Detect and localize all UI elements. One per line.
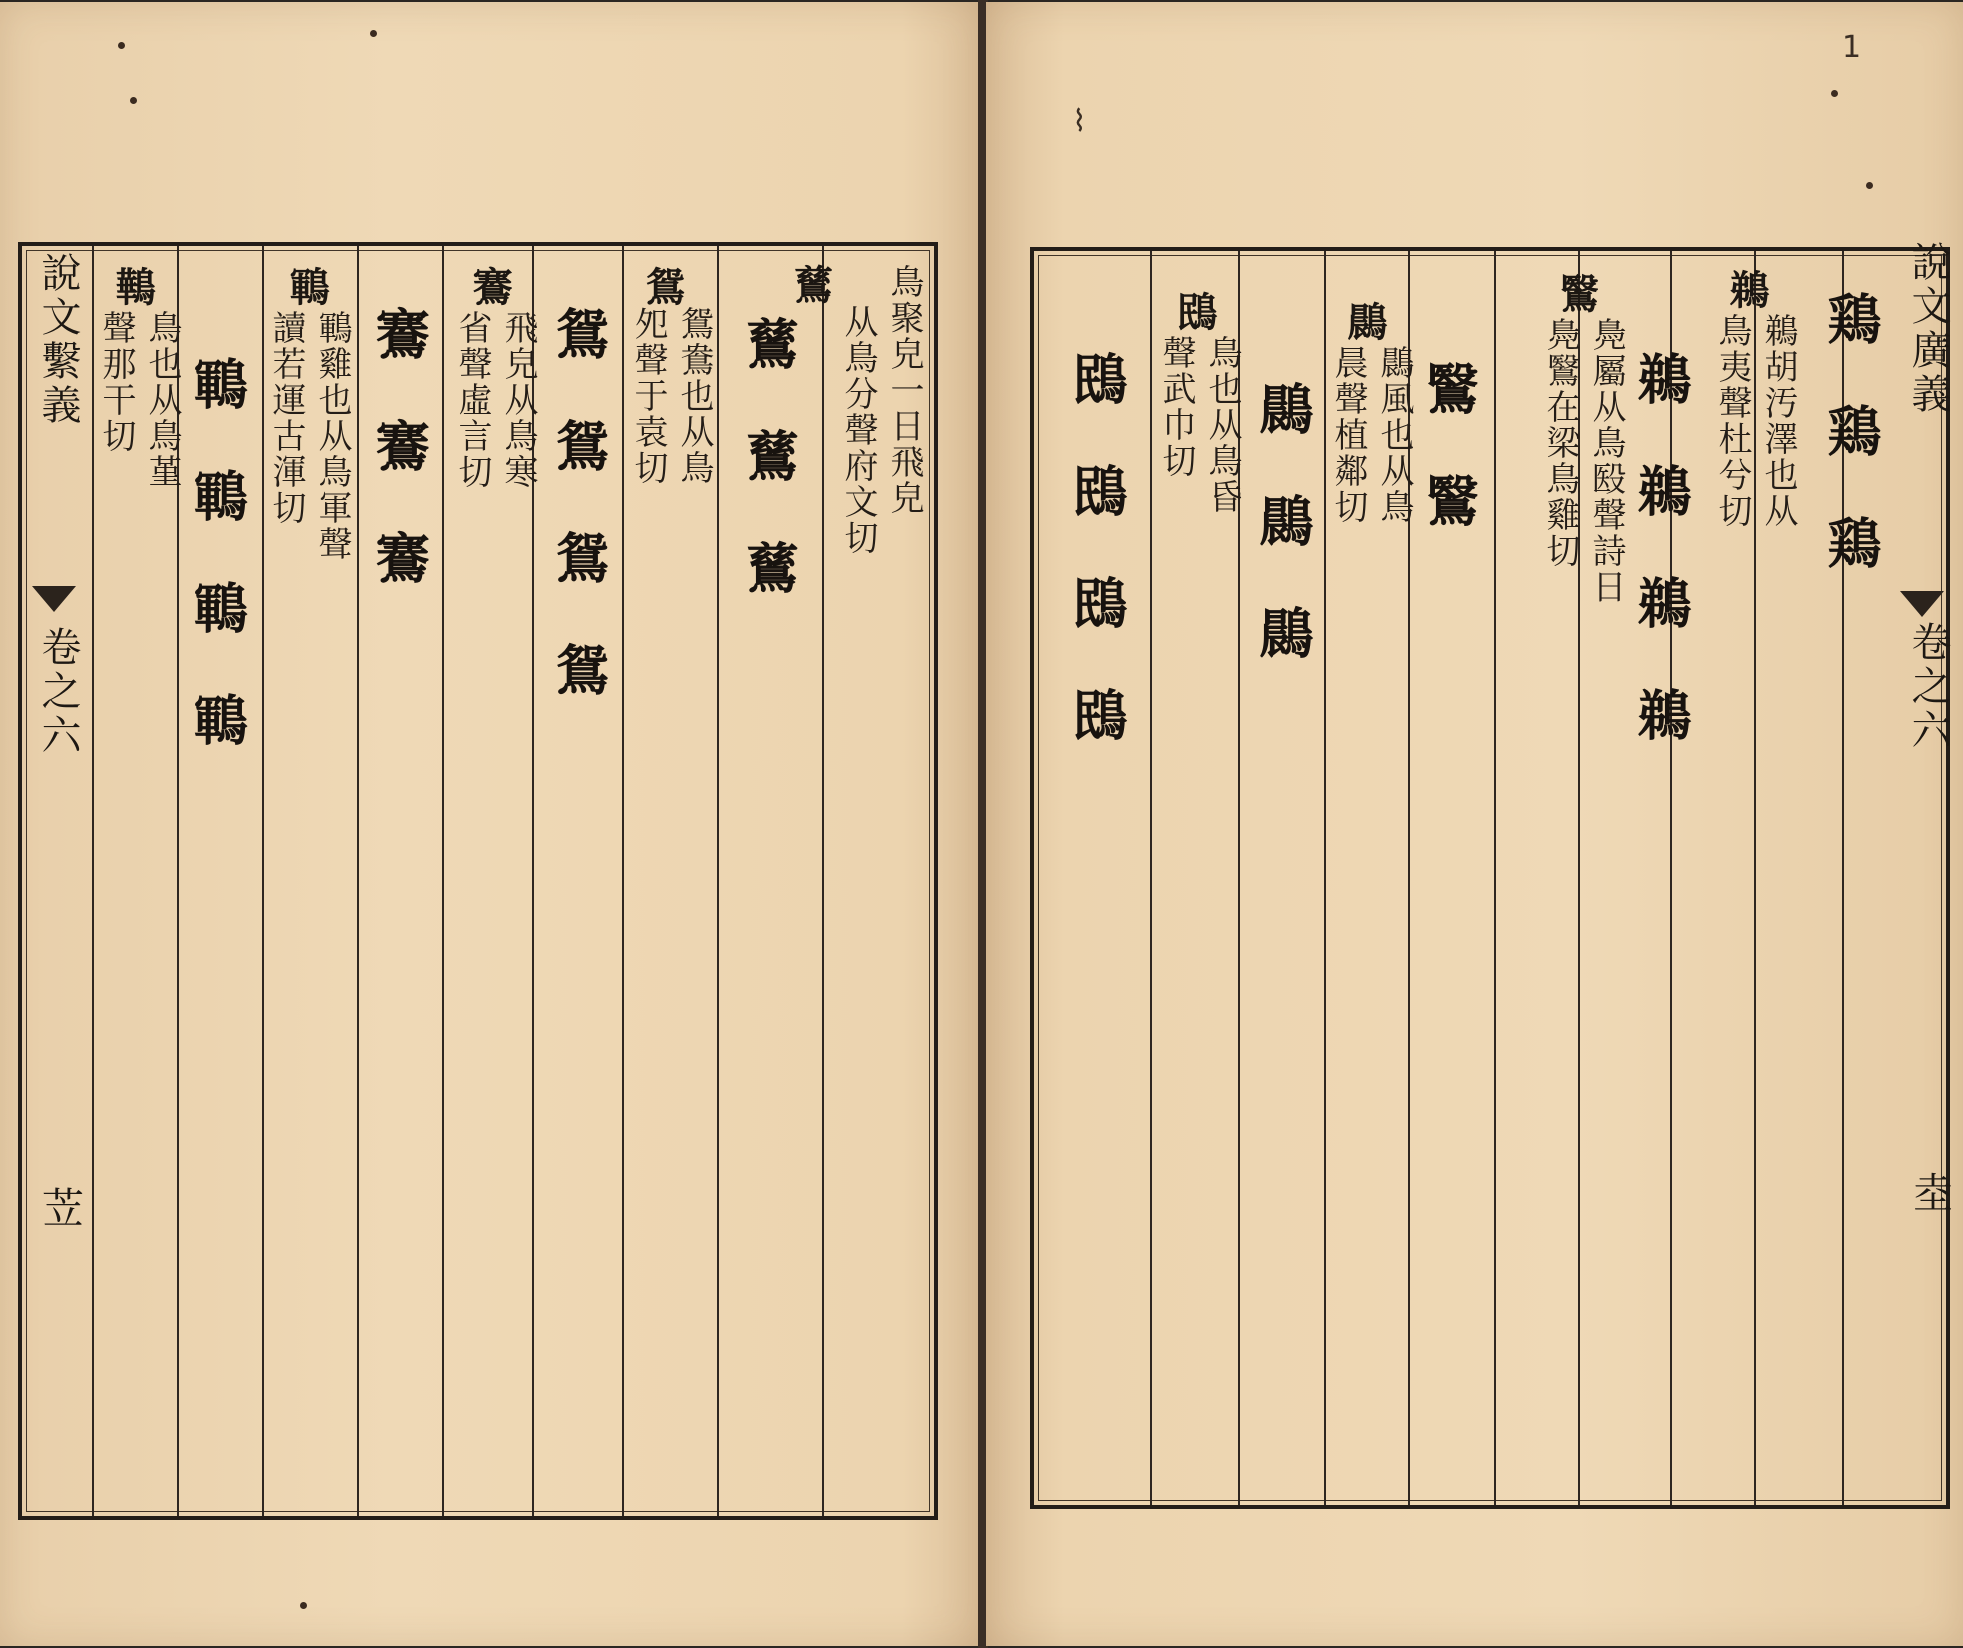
headword: 鶿 [787,264,834,304]
folio-number: 苙 [36,1186,85,1228]
note-line: 鳥夷聲杜兮切 [1712,313,1752,529]
col-rule [1150,251,1152,1505]
note-line: 鳧屬从鳥殹聲詩日 [1586,317,1626,605]
seal-forms: 鴛鴛鴛鴛 [547,306,611,754]
entry-notes [628,306,714,486]
seal-forms: 鴖鴖鴖鴖 [1065,351,1129,799]
seal-forms: 鷐鷐鷐 [1251,381,1315,717]
col-rule [1324,251,1326,1505]
headword: 鷖 [1553,273,1600,313]
note-line: 鳥也从鳥堇 [142,310,182,490]
headword: 鶤 [283,266,330,306]
col-rule [442,246,444,1516]
entry-notes [1712,313,1798,529]
seal-forms: 鶤鶤鶤鶤 [185,356,249,804]
seal-forms: 鶿鶿鶿 [737,316,801,652]
col-rule [822,246,824,1516]
note-line: 飛皃从鳥寒 [498,310,538,490]
note-line: 夗聲于袁切 [628,306,668,486]
page-number-mark: 1 [1842,30,1862,65]
worm-hole [1831,90,1838,97]
fish-tail-mark [1900,591,1944,617]
folio-number: 坴 [1906,1171,1955,1213]
note-line: 鶤雞也从鳥軍聲 [312,310,352,562]
headword: 鵜 [1723,269,1770,309]
note-line: 聲武巾切 [1156,335,1196,479]
entry-notes [1540,317,1626,605]
note-line: 鵜胡汚澤也从 [1758,313,1798,529]
note-line: 鴛鴦也从鳥 [674,306,714,486]
note-line: 从鳥分聲府文切 [838,304,878,556]
note-line: 省聲虛言切 [452,310,492,490]
entry-notes [838,264,924,556]
note-line: 鳧鷖在梁鳥雞切 [1540,317,1580,569]
entry-notes [1328,345,1414,525]
banxin-volume: 卷之六 [1905,621,1951,753]
entry-notes [1156,335,1242,515]
entry-notes [96,310,182,490]
col-rule [1494,251,1496,1505]
headword: 鷐 [1341,301,1388,341]
right-frame [1030,241,1955,1509]
left-frame [18,242,938,1520]
headword: 鶱 [466,266,513,306]
left-page [0,2,981,1646]
worm-hole [300,1602,307,1609]
right-page [986,2,1963,1646]
seal-forms: 鵜鵜鵜鵜 [1629,351,1693,799]
note-line: 晨聲植鄰切 [1328,345,1368,525]
banxin-volume: 卷之六 [35,626,81,758]
banxin-title: 說文繫義 [35,252,81,428]
col-rule [717,246,719,1516]
seal-forms: 鶏鶏鶏 [1819,291,1883,627]
worm-hole [1866,182,1873,189]
headword: 鴛 [639,266,686,306]
hand-mark: ⌇ [1072,104,1087,139]
entry-1 [787,264,924,556]
note-line: 聲那干切 [96,310,136,454]
note-line: 讀若運古渾切 [266,310,306,526]
banxin-title: 說文廣義 [1905,241,1951,417]
col-rule [357,246,359,1516]
note-line: 鷐風也从鳥 [1374,345,1414,525]
note-line: 鳥也从鳥昏 [1202,335,1242,515]
worm-hole [130,97,137,104]
fish-tail-mark [32,586,76,612]
entry-notes [266,310,352,562]
worm-hole [118,42,125,49]
col-rule [622,246,624,1516]
seal-forms: 鷖鷖 [1417,361,1481,585]
headword: 鷨 [109,266,156,306]
headword: 鴖 [1171,291,1218,331]
col-rule [92,246,94,1516]
entry-notes [452,310,538,490]
worm-hole [370,30,377,37]
note-line: 鳥聚皃一日飛皃 [884,264,924,516]
col-rule [262,246,264,1516]
seal-forms: 鶱鶱鶱 [367,306,431,642]
